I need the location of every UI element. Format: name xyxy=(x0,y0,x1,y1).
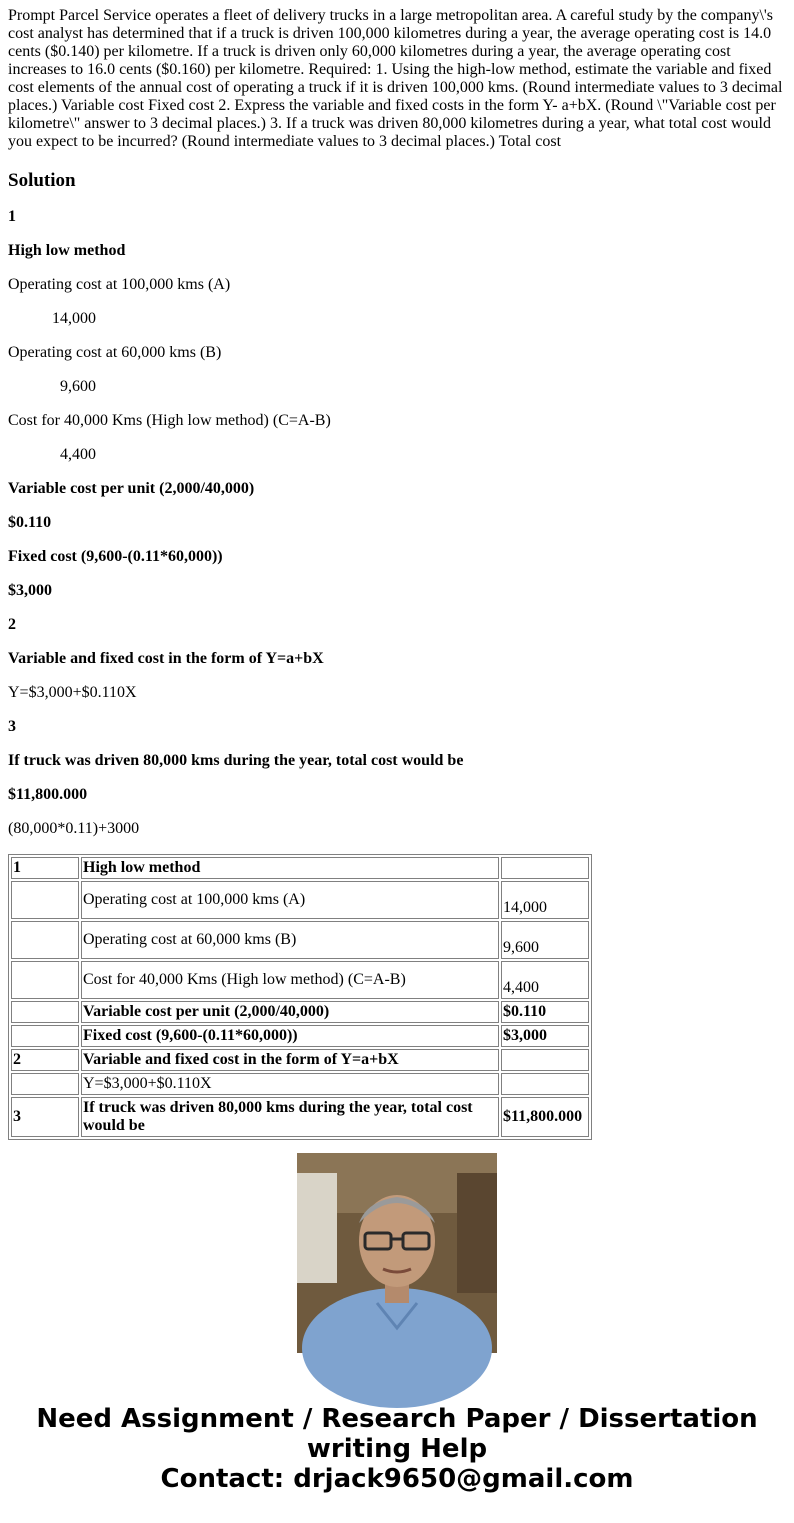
document-content xyxy=(8,7,786,1134)
table-cell-c1: 3 xyxy=(11,1097,79,1137)
solution-line: Y=$3,000+$0.110X xyxy=(8,684,137,701)
table-cell-c3: $0.110 xyxy=(501,1001,589,1023)
table-cell-c2: Operating cost at 100,000 kms (A) xyxy=(81,881,499,919)
table-row xyxy=(11,921,589,959)
table-cell-c3 xyxy=(501,1073,589,1095)
table-cell-c1 xyxy=(11,921,79,959)
table-cell-c2: Cost for 40,000 Kms (High low method) (C=A-B) xyxy=(81,961,499,999)
table-cell-c2: If truck was driven 80,000 kms during the year, total cost would be xyxy=(81,1097,499,1137)
table-row xyxy=(11,1001,589,1023)
promo-contact: Contact: drjack9650@gmail.com xyxy=(160,1464,634,1494)
solution-line: (80,000*0.11)+3000 xyxy=(8,820,140,837)
table-cell-c2: Variable cost per unit (2,000/40,000) xyxy=(81,1001,499,1023)
table-cell-c2: Fixed cost (9,600-(0.11*60,000)) xyxy=(81,1025,499,1047)
solution-line: High low method xyxy=(8,242,126,259)
table-cell-c3 xyxy=(501,857,589,879)
solution-table xyxy=(8,854,592,1140)
solution-line: 9,600 xyxy=(60,378,96,395)
solution-line: Variable and fixed cost in the form of Y=a+bX xyxy=(8,650,324,667)
table-cell-c2: High low method xyxy=(81,857,499,879)
table-row xyxy=(11,1073,589,1095)
table-cell-c1 xyxy=(11,961,79,999)
solution-line: $11,800.000 xyxy=(8,786,88,803)
solution-line: 4,400 xyxy=(60,446,96,463)
author-avatar xyxy=(297,1153,497,1353)
table-cell-c3 xyxy=(501,1049,589,1071)
solution-line: $0.110 xyxy=(8,514,52,531)
solution-line: 3 xyxy=(8,718,16,735)
question-text: Prompt Parcel Service operates a fleet of delivery trucks in a large metropolitan area. A careful study by the company\'s cost analyst has determined that if a truck is driven 100,000 kilometres during a year, the average operating cost is 14.0 cents ($0.140) per kilometre. If a truck is driven only 60,000 kilometres during a year, the average operating cost increases to 16.0 cents ($0.160) per kilometre. Required: 1. Using the high-low method, estimate the variable and fixed cost elements of the annual cost of operating a truck if it is driven 100,000 kms. (Round intermediate values to 3 decimal places.) Variable cost Fixed cost 2. Express the variable and fixed costs in the form Y- a+bX. (Round \"Variable cost per kilometre\" answer to 3 decimal places.) 3. If a truck was driven 80,000 kilometres during a year, what total cost would you expect to be incurred? (Round intermediate values to 3 decimal places.) Total cost xyxy=(8,7,783,150)
solution-line: 14,000 xyxy=(52,310,96,327)
table-cell-c1: 2 xyxy=(11,1049,79,1071)
table-cell-c2: Operating cost at 60,000 kms (B) xyxy=(81,921,499,959)
table-cell-c1 xyxy=(11,1025,79,1047)
table-cell-c2: Variable and fixed cost in the form of Y=a+bX xyxy=(81,1049,499,1071)
promo-banner xyxy=(0,1404,794,1494)
table-row xyxy=(11,961,589,999)
table-cell-c1 xyxy=(11,881,79,919)
solution-line: Cost for 40,000 Kms (High low method) (C=A-B) xyxy=(8,412,331,429)
table-cell-c3: 14,000 xyxy=(501,881,589,919)
solution-line: Variable cost per unit (2,000/40,000) xyxy=(8,480,255,497)
solution-line: 2 xyxy=(8,616,16,633)
solution-heading: Solution xyxy=(8,170,76,191)
table-row xyxy=(11,857,589,879)
solution-line: If truck was driven 80,000 kms during the year, total cost would be xyxy=(8,752,464,769)
table-row xyxy=(11,881,589,919)
table-row xyxy=(11,1097,589,1137)
table-row xyxy=(11,1049,589,1071)
table-cell-c2: Y=$3,000+$0.110X xyxy=(81,1073,499,1095)
table-cell-c1 xyxy=(11,1073,79,1095)
promo-line-2: writing Help xyxy=(306,1434,488,1464)
table-cell-c3: $3,000 xyxy=(501,1025,589,1047)
solution-line: Fixed cost (9,600-(0.11*60,000)) xyxy=(8,548,223,565)
promo-line-1: Need Assignment / Research Paper / Dissertation xyxy=(36,1404,758,1434)
solution-line: $3,000 xyxy=(8,582,52,599)
table-cell-c1: 1 xyxy=(11,857,79,879)
table-row xyxy=(11,1025,589,1047)
table-cell-c3: 9,600 xyxy=(501,921,589,959)
solution-table-body xyxy=(11,857,589,1137)
table-cell-c3: 4,400 xyxy=(501,961,589,999)
solution-line: Operating cost at 100,000 kms (A) xyxy=(8,276,231,293)
solution-line: Operating cost at 60,000 kms (B) xyxy=(8,344,222,361)
author-avatar-image xyxy=(297,1153,497,1353)
solution-line: 1 xyxy=(8,208,16,225)
table-cell-c3: $11,800.000 xyxy=(501,1097,589,1137)
solution-lines xyxy=(8,208,786,838)
table-cell-c1 xyxy=(11,1001,79,1023)
